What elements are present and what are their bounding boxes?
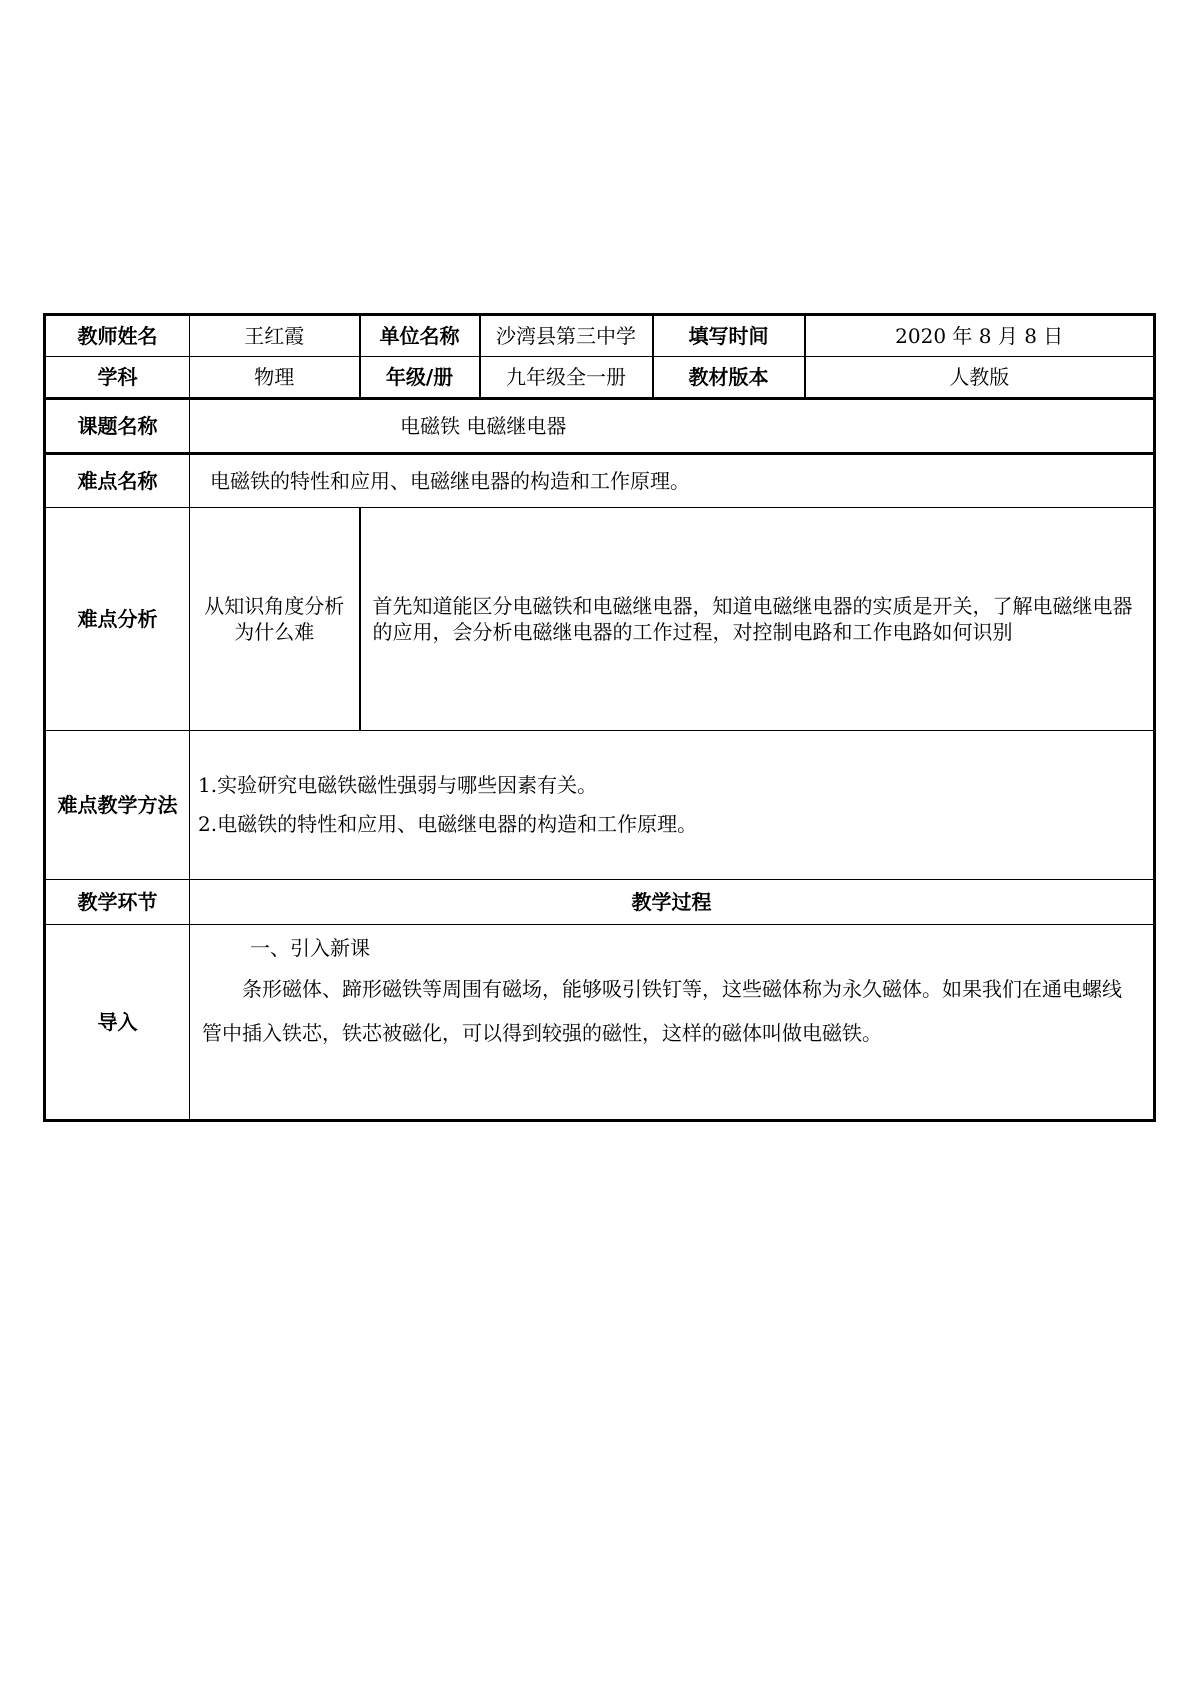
topic-label: 课题名称 — [45, 399, 190, 454]
method-item: 2.电磁铁的特性和应用、电磁继电器的构造和工作原理。 — [198, 812, 698, 836]
intro-row — [45, 925, 1155, 1121]
unit-value: 沙湾县第三中学 — [480, 315, 653, 357]
difficulty-label: 难点名称 — [45, 454, 190, 508]
header-row-1 — [45, 315, 1155, 357]
intro-paragraph: 条形磁体、蹄形磁铁等周围有磁场，能够吸引铁钉等，这些磁体称为永久磁体。如果我们在通电螺线管中插入铁芯，铁芯被磁化，可以得到较强的磁性，这样的磁体叫做电磁铁。 — [202, 977, 1122, 1045]
topic-value: 电磁铁 电磁继电器 — [190, 399, 1155, 454]
method-row — [45, 731, 1155, 880]
analysis-row — [45, 508, 1155, 731]
teacher-name-label: 教师姓名 — [45, 315, 190, 357]
grade-value: 九年级全一册 — [480, 357, 653, 399]
method-list — [198, 766, 1145, 844]
unit-label: 单位名称 — [360, 315, 480, 357]
subject-label: 学科 — [45, 357, 190, 399]
difficulty-row — [45, 454, 1155, 508]
analysis-label: 难点分析 — [45, 508, 190, 731]
method-label: 难点教学方法 — [45, 731, 190, 880]
analysis-sub-label: 从知识角度分析为什么难 — [190, 508, 360, 731]
intro-cell — [190, 925, 1155, 1121]
lesson-plan-table — [43, 313, 1156, 1122]
intro-heading: 一、引入新课 — [250, 936, 370, 960]
analysis-body: 首先知道能区分电磁铁和电磁继电器，知道电磁继电器的实质是开关，了解电磁继电器的应用，会分析电磁继电器的工作过程，对控制电路和工作电路如何识别 — [360, 508, 1155, 731]
process-label: 教学过程 — [190, 880, 1155, 925]
method-item: 1.实验研究电磁铁磁性强弱与哪些因素有关。 — [198, 773, 598, 797]
difficulty-value: 电磁铁的特性和应用、电磁继电器的构造和工作原理。 — [190, 454, 1155, 508]
header-row-2 — [45, 357, 1155, 399]
textbook-value: 人教版 — [805, 357, 1155, 399]
grade-label: 年级/册 — [360, 357, 480, 399]
fill-time-value: 2020 年 8 月 8 日 — [805, 315, 1155, 357]
intro-label: 导入 — [45, 925, 190, 1121]
phase-label: 教学环节 — [45, 880, 190, 925]
process-header-row — [45, 880, 1155, 925]
fill-time-label: 填写时间 — [653, 315, 805, 357]
teacher-name-value: 王红霞 — [190, 315, 360, 357]
subject-value: 物理 — [190, 357, 360, 399]
method-cell — [190, 731, 1155, 880]
textbook-label: 教材版本 — [653, 357, 805, 399]
topic-row — [45, 399, 1155, 454]
